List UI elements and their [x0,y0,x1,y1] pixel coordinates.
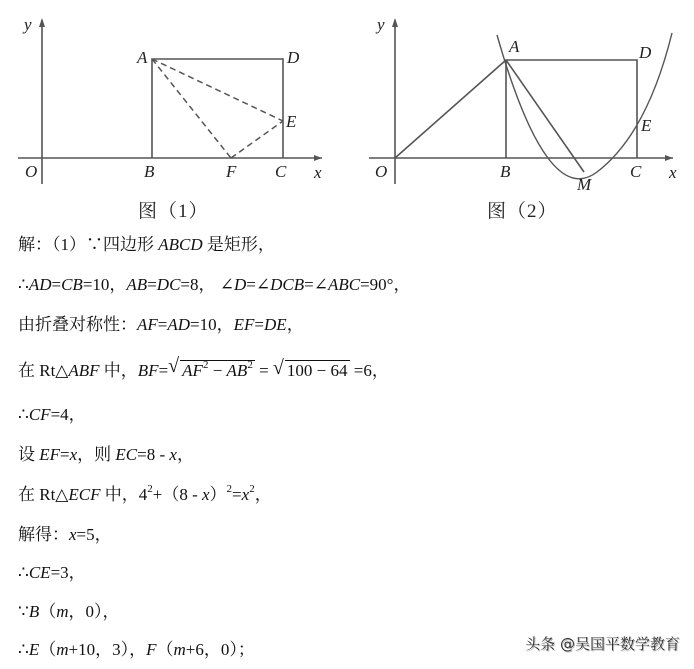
segment: DC [156,275,181,294]
figure-1-diagram [0,0,347,225]
text: ， [286,315,304,334]
point-e-label: E [641,116,652,135]
y-axis-label: y [377,15,385,34]
solution-line-7 [18,480,272,505]
point-a-label: A [509,37,520,56]
solution-line-9 [18,558,86,583]
text: = [147,275,157,294]
solution-line-1 [18,230,275,255]
segment: BF [137,361,159,380]
segment: AF [182,361,203,380]
variable: x [69,525,77,544]
solution-line-3 [18,310,304,335]
point-name: E [28,640,40,659]
point-b-label: B [144,162,155,181]
exponent: 2 [202,359,209,371]
text: =3， [50,563,86,582]
segment: EF [39,445,61,464]
watermark: 头条 @吴国平数学教育 [525,635,680,653]
angle-name: D [234,275,247,294]
text: （ [39,640,57,659]
segment: AD [167,315,191,334]
x-axis-label: x [669,163,677,182]
text: =6， [349,361,389,380]
segment: AB [226,361,248,380]
text: =8 - [137,445,170,464]
rectangle-name: ABCD [158,235,203,254]
text: = [158,361,169,380]
origin-label: O [375,162,388,181]
text: = [60,445,70,464]
solution-line-5 [18,400,86,425]
text: 在 Rt△ [18,485,69,504]
segment: AF [137,315,158,334]
segment: EC [115,445,138,464]
text: （ [156,640,174,659]
exponent: 2 [247,359,253,371]
text: = [254,361,273,380]
text: =10， [190,315,234,334]
figure-1-caption: 图（1） [138,201,209,222]
text: 设 [18,445,40,464]
text: =4， [50,405,86,424]
therefore-symbol: ∴ [18,275,29,294]
text: − [208,361,227,380]
segment: AB [126,275,148,294]
text: = [254,315,265,334]
figure-2 [347,0,694,225]
exponent: 2 [249,483,255,495]
angle-name: DCB [270,275,305,294]
exponent: 2 [147,483,153,495]
angle-name: ABC [327,275,361,294]
point-m-label: M [577,175,592,194]
figure-1 [0,0,347,225]
y-axis-label: y [24,15,32,34]
solution-line-6 [18,440,194,465]
text: = [232,485,242,504]
solution-line-11 [18,635,255,660]
text: ） [209,485,227,504]
solution-line-2 [18,270,410,295]
text: ，则 [77,445,116,464]
text: =90°， [360,275,411,294]
variable: m [173,640,186,659]
triangle-name: ECF [68,485,101,504]
therefore-symbol: ∴ [18,640,29,659]
point-a-label: A [137,48,148,67]
text: +10，3）， [68,640,147,659]
radical-icon: √ [272,357,284,379]
text: 在 Rt△ [18,361,69,380]
point-name: F [146,640,157,659]
point-c-label: C [630,162,642,181]
variable: x [241,485,250,504]
variable: m [56,640,69,659]
segment: EF [233,315,255,334]
text: =10， [82,275,127,294]
variable: x [202,485,210,504]
segment: DE [264,315,287,334]
text: =5， [76,525,112,544]
text: 是矩形， [202,235,275,254]
point-d-label: D [639,43,652,62]
variable: x [69,445,78,464]
text: +（8 - [152,485,202,504]
segment: CF [28,405,51,424]
angle-symbol: ∠ [219,275,235,294]
text: = [157,315,168,334]
point-name: B [28,602,40,621]
text: 解得： [18,525,69,544]
therefore-symbol: ∴ [18,405,29,424]
text: =∠ [304,275,328,294]
text: =8， [180,275,216,294]
text: =∠ [246,275,271,294]
segment: CE [28,563,51,582]
exponent: 2 [226,483,233,495]
segment: CB [61,275,83,294]
origin-label: O [25,162,38,181]
text: ， [254,485,272,504]
solution-line-10 [18,597,120,622]
solution-line-4 [18,356,389,381]
text: 中，4 [100,485,148,504]
variable: x [169,445,177,464]
text: = [51,275,62,294]
triangle-name: ABF [68,361,100,380]
because-symbol: ∵ [18,602,29,621]
x-axis-label: x [314,163,322,182]
point-e-label: E [286,112,297,131]
radicand: 100 − 64 [286,361,348,380]
sqrt-expression-1 [168,355,255,381]
figure-2-diagram [347,0,694,225]
variable: m [56,602,69,621]
figure-2-caption: 图（2） [487,201,558,222]
point-b-label: B [500,162,511,181]
text: +6，0）； [185,640,255,659]
radical-icon: √ [168,355,180,377]
text: 由折叠对称性： [18,315,137,334]
text: （ [39,602,57,621]
therefore-symbol: ∴ [18,563,29,582]
point-d-label: D [287,48,300,67]
solution-line-8 [18,520,112,545]
text: 解：（1）∵四边形 [18,235,159,254]
sqrt-expression-2 [272,357,350,381]
segment: AD [28,275,52,294]
point-f-label: F [226,162,237,181]
text: ，0）， [68,602,120,621]
point-c-label: C [275,162,287,181]
text: ， [176,445,194,464]
text: 中， [99,361,138,380]
